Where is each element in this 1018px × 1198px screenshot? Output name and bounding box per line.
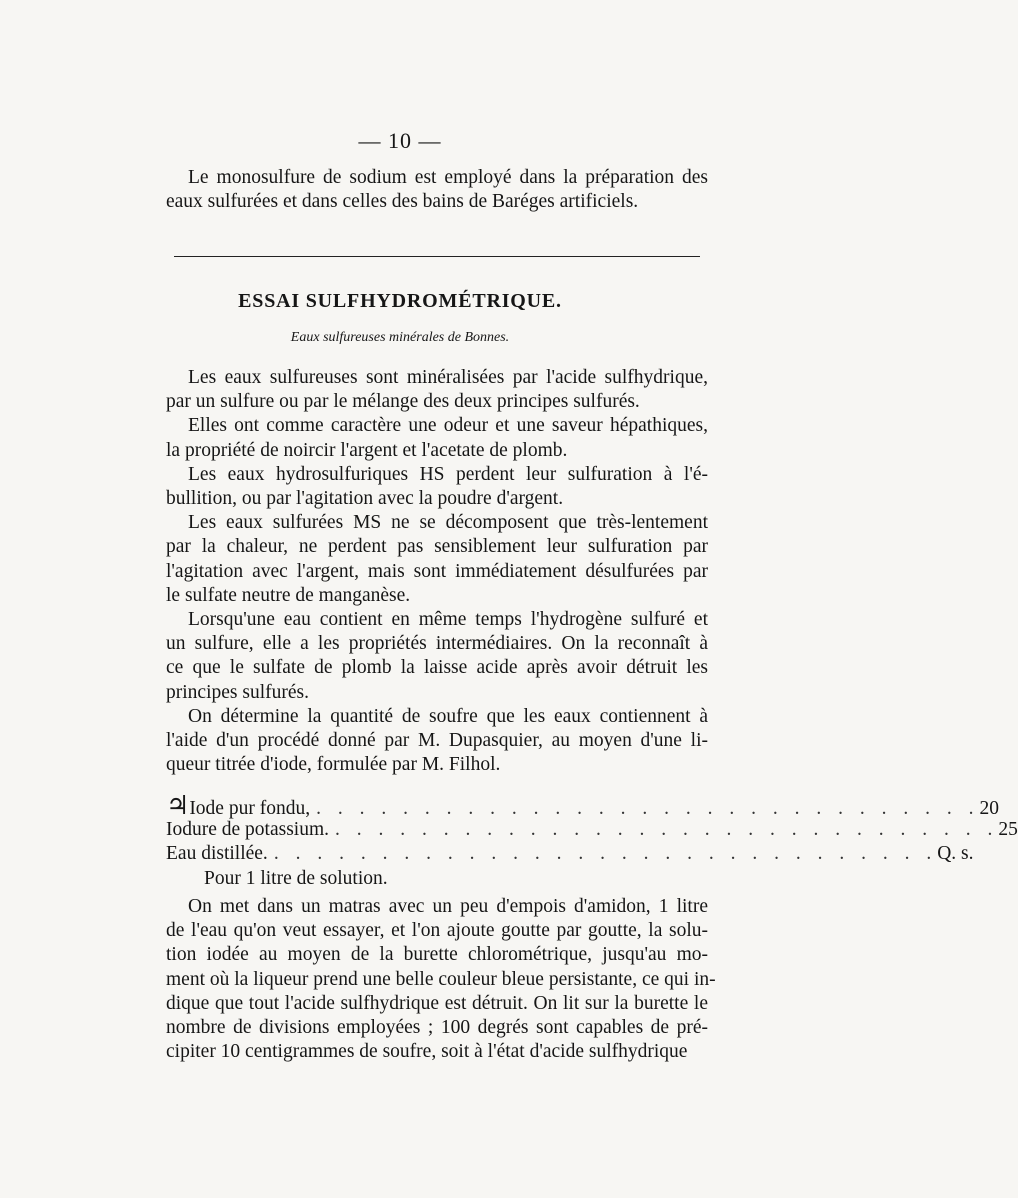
ingredient-quantity: 20 bbox=[979, 798, 999, 819]
text-line: Les eaux sulfurées MS ne se décomposent que très-lentement bbox=[188, 512, 708, 534]
ingredient-name: Iode pur fondu, bbox=[189, 798, 311, 819]
text-line: principes sulfurés. bbox=[166, 681, 309, 703]
text-line: l'aide d'un procédé donné par M. Dupasquier, au moyen d'une li- bbox=[166, 730, 708, 752]
leader-dots: . . . . . . . . . . . . . . . . . . . . . . . . . . . . . . . bbox=[273, 843, 938, 865]
text-line: nombre de divisions employées ; 100 degrés sont capables de pré- bbox=[166, 1017, 708, 1039]
recipe-row bbox=[166, 842, 974, 866]
recipe-block bbox=[166, 791, 1018, 891]
ingredient-quantity: Q. s. bbox=[937, 843, 974, 865]
paragraph bbox=[166, 511, 708, 608]
recipe-row bbox=[166, 818, 1018, 842]
leader-dots: . . . . . . . . . . . . . . . . . . . . . . . . . . . . . . . bbox=[335, 819, 999, 841]
text-line: On détermine la quantité de soufre que les eaux contiennent à bbox=[188, 705, 708, 727]
ingredient-quantity: 25 bbox=[998, 819, 1018, 841]
section-title: ESSAI SULFHYDROMÉTRIQUE. bbox=[238, 290, 562, 312]
text-line: par un sulfure ou par le mélange des deux principes sulfurés. bbox=[166, 391, 640, 413]
paragraph bbox=[166, 414, 708, 462]
recipe-footer: Pour 1 litre de solution. bbox=[204, 867, 388, 889]
text-line: Les eaux hydrosulfuriques HS perdent leur sulfuration à l'é- bbox=[188, 463, 708, 485]
ingredient-name: Iodure de potassium. bbox=[166, 819, 330, 841]
section-subtitle: Eaux sulfureuses minérales de Bonnes. bbox=[290, 330, 510, 345]
text-line: le sulfate neutre de manganèse. bbox=[166, 584, 411, 606]
text-line: dique que tout l'acide sulfhydrique est détruit. On lit sur la burette le bbox=[166, 992, 708, 1014]
leader-dots: . . . . . . . . . . . . . . . . . . . . . . . . . . . . . . . bbox=[316, 798, 980, 819]
recipe-row bbox=[166, 791, 999, 820]
text-line: ment où la liqueur prend une belle couleur bleue persistante, ce qui in- bbox=[166, 968, 716, 990]
recipe-symbol: ♃ bbox=[166, 791, 190, 820]
text-line: queur titrée d'iode, formulée par M. Filhol. bbox=[166, 754, 501, 776]
text-line: de l'eau qu'on veut essayer, et l'on ajoute goutte par goutte, la solu- bbox=[166, 920, 708, 942]
text-line: un sulfure, elle a les propriétés intermédiaires. On la reconnaît à bbox=[166, 633, 708, 655]
text-line: On met dans un matras avec un peu d'empois d'amidon, 1 litre bbox=[188, 896, 708, 917]
text-line: Le monosulfure de sodium est employé dans la préparation des bbox=[188, 167, 708, 188]
text-line: bullition, ou par l'agitation avec la poudre d'argent. bbox=[166, 488, 564, 510]
paragraph bbox=[166, 463, 708, 511]
text-line: la propriété de noircir l'argent et l'acetate de plomb. bbox=[166, 439, 568, 461]
text-line: Les eaux sulfureuses sont minéralisées par l'acide sulfhydrique, bbox=[188, 367, 708, 388]
text-line: cipiter 10 centigrammes de soufre, soit à l'état d'acide sulfhydrique bbox=[166, 1041, 688, 1063]
ingredient-name: Eau distillée. bbox=[166, 843, 268, 865]
paragraph bbox=[166, 608, 708, 705]
body-text bbox=[166, 366, 708, 777]
text-line: Lorsqu'une eau contient en même temps l'hydrogène sulfuré et bbox=[188, 609, 708, 631]
section-divider bbox=[174, 256, 700, 257]
text-line: eaux sulfurées et dans celles des bains de Baréges artificiels. bbox=[166, 191, 639, 213]
text-line: l'agitation avec l'argent, mais sont immédiatement désulfurées par bbox=[166, 560, 708, 582]
paragraph bbox=[166, 366, 708, 414]
paragraph bbox=[166, 705, 708, 778]
text-line: ce que le sulfate de plomb la laisse acide après avoir détruit les bbox=[166, 657, 708, 679]
text-line: tion iodée au moyen de la burette chlorométrique, jusqu'au mo- bbox=[166, 944, 708, 966]
text-line: par la chaleur, ne perdent pas sensiblement leur sulfuration par bbox=[166, 536, 708, 558]
text-line: Elles ont comme caractère une odeur et une saveur hépathiques, bbox=[188, 415, 708, 437]
final-paragraph bbox=[166, 895, 716, 1064]
intro-paragraph bbox=[166, 166, 708, 214]
page-number: — 10 — bbox=[358, 128, 442, 153]
